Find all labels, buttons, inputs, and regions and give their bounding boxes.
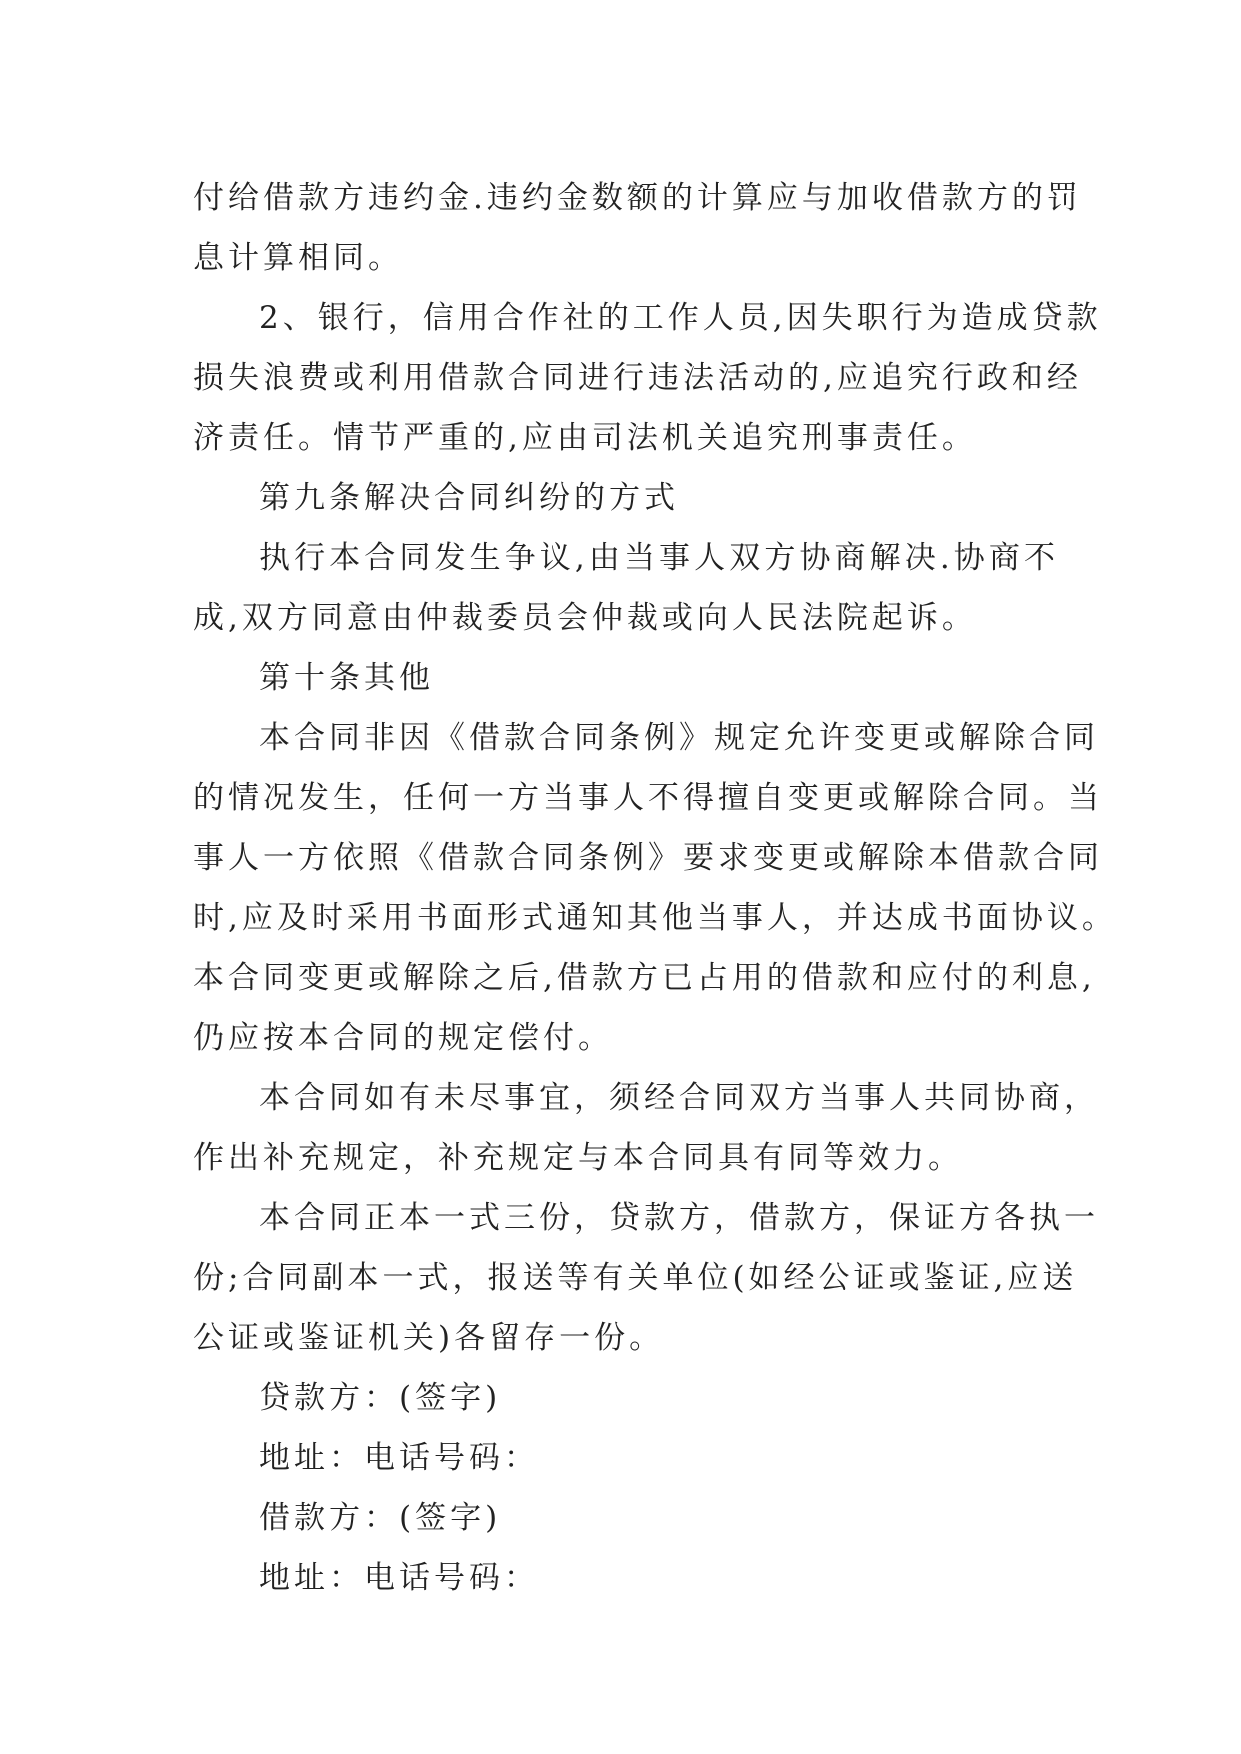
- text-line: 本合同变更或解除之后,借款方已占用的借款和应付的利息,: [193, 960, 1096, 996]
- text-line: 仍应按本合同的规定偿付。: [193, 1020, 613, 1056]
- text-line: 公证或鉴证机关)各留存一份。: [193, 1320, 665, 1356]
- text-line: 息计算相同。: [193, 240, 403, 276]
- text-line: 本合同正本一式三份，贷款方，借款方，保证方各执一: [259, 1200, 1099, 1236]
- text-line: 执行本合同发生争议,由当事人双方协商解决.协商不: [259, 540, 1059, 576]
- text-line: 付给借款方违约金.违约金数额的计算应与加收借款方的罚: [193, 180, 1082, 216]
- section-heading: 第九条解决合同纠纷的方式: [259, 480, 679, 516]
- text-line: 本合同如有未尽事宜，须经合同双方当事人共同协商，: [259, 1080, 1099, 1116]
- text-line: 份;合同副本一式，报送等有关单位(如经公证或鉴证,应送: [193, 1260, 1078, 1296]
- text-line: 作出补充规定，补充规定与本合同具有同等效力。: [193, 1140, 963, 1176]
- address-phone-line-lender: 地址：电话号码：: [259, 1440, 539, 1476]
- text-line: 本合同非因《借款合同条例》规定允许变更或解除合同: [259, 720, 1099, 756]
- section-heading: 第十条其他: [259, 660, 434, 696]
- text-line: 时,应及时采用书面形式通知其他当事人，并达成书面协议。: [193, 900, 1117, 936]
- address-phone-line-borrower: 地址：电话号码：: [259, 1560, 539, 1596]
- signature-line-lender: 贷款方：(签字): [259, 1380, 502, 1416]
- text-line: 事人一方依照《借款合同条例》要求变更或解除本借款合同: [193, 840, 1103, 876]
- document-page: [193, 168, 1117, 1608]
- text-line: 济责任。情节严重的,应由司法机关追究刑事责任。: [193, 420, 977, 456]
- text-line: 2、银行，信用合作社的工作人员,因失职行为造成贷款: [259, 300, 1102, 336]
- text-line: 成,双方同意由仲裁委员会仲裁或向人民法院起诉。: [193, 600, 977, 636]
- text-line: 损失浪费或利用借款合同进行违法活动的,应追究行政和经: [193, 360, 1082, 396]
- signature-line-borrower: 借款方：(签字): [259, 1500, 502, 1536]
- text-line: 的情况发生，任何一方当事人不得擅自变更或解除合同。当: [193, 780, 1103, 816]
